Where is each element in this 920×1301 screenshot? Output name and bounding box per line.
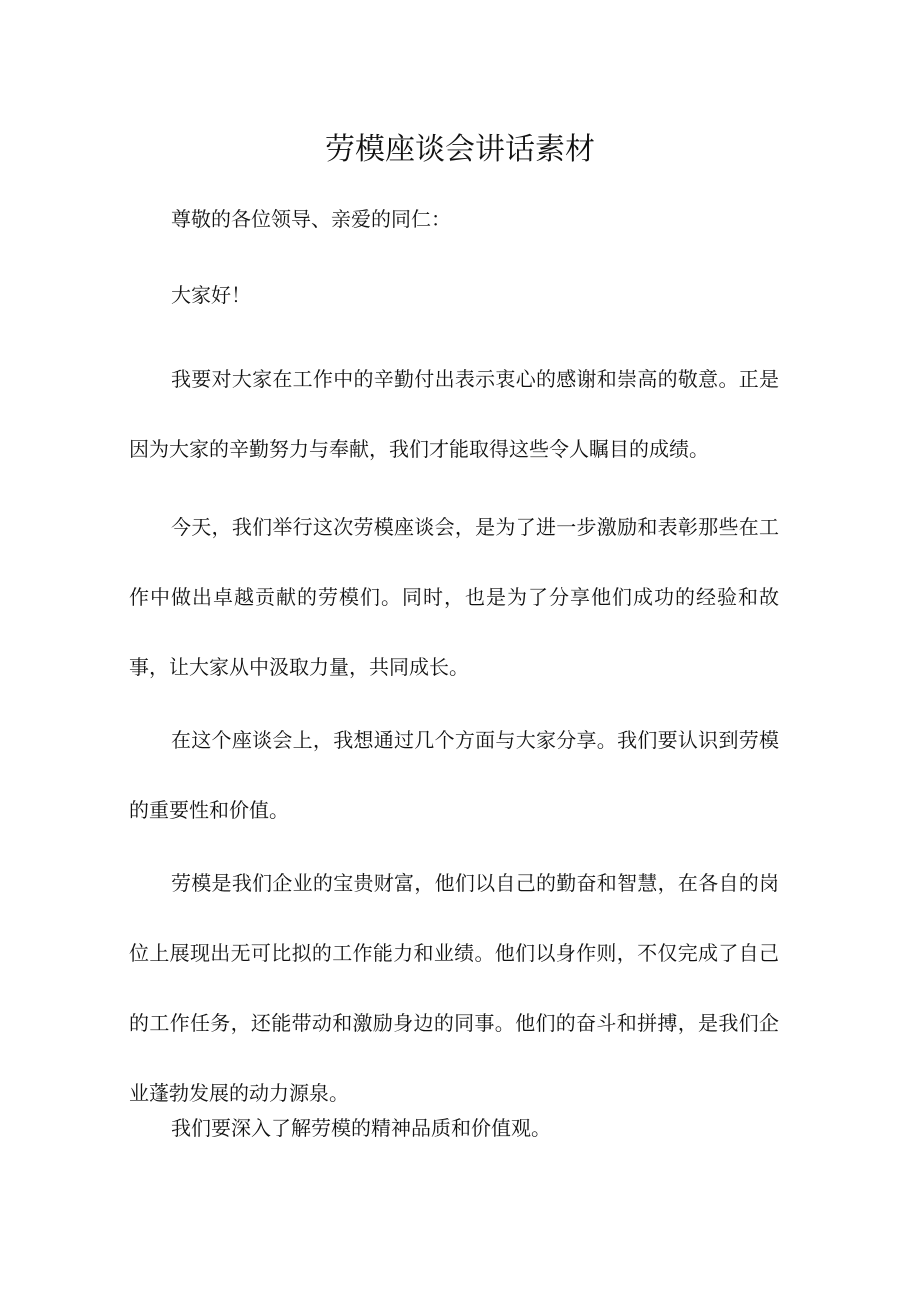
- salutation: 尊敬的各位领导、亲爱的同仁：: [171, 207, 451, 231]
- greeting: 大家好！: [171, 283, 251, 307]
- paragraph-thanks: 我要对大家在工作中的辛勤付出表示衷心的感谢和崇高的敬意。正是因为大家的辛勤努力与奉献，我们才能取得这些令人瞩目的成绩。: [129, 367, 779, 461]
- paragraph-spirit: 我们要深入了解劳模的精神品质和价值观。: [171, 1116, 551, 1140]
- paragraph-purpose: 今天，我们举行这次劳模座谈会，是为了进一步激励和表彰那些在工作中做出卓越贡献的劳模们。同时，也是为了分享他们成功的经验和故事，让大家从中汲取力量，共同成长。: [129, 515, 779, 679]
- paragraph-aspects: 在这个座谈会上，我想通过几个方面与大家分享。我们要认识到劳模的重要性和价值。: [129, 728, 779, 822]
- paragraph-model-workers: 劳模是我们企业的宝贵财富，他们以自己的勤奋和智慧，在各自的岗位上展现出无可比拟的工作能力和业绩。他们以身作则，不仅完成了自己的工作任务，还能带动和激励身边的同事。他们的奋斗和拼搏，是我们企业蓬勃发展的动力源泉。: [129, 871, 779, 1105]
- document-title: 劳模座谈会讲话素材: [325, 132, 595, 167]
